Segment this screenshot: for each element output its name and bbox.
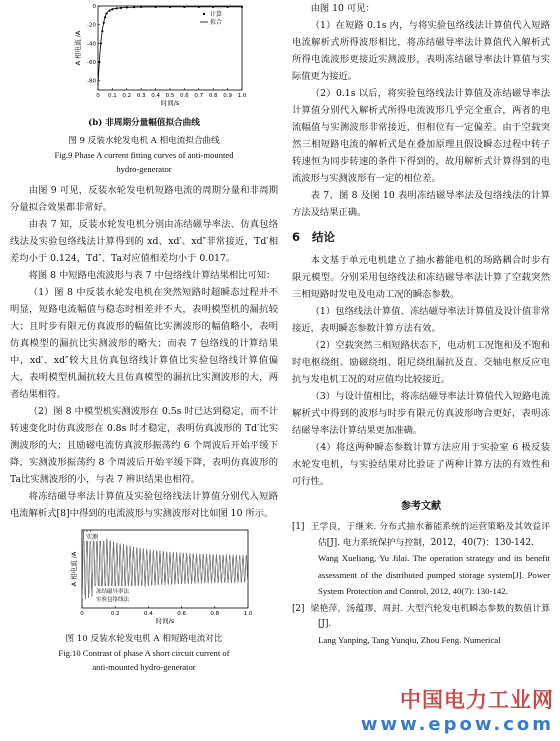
watermark [361,684,554,735]
paragraph: （3）与设计值相比，将冻结磁导率法计算值代入短路电流解析式中得到的波形与时步有限元仿真波形吻合更好，表明冻结磁导率法计算结果更加准确。 [292,391,550,436]
annotation-envelope: 实验包络线法 [96,597,130,603]
x-tick-label: 0.5 [165,93,175,99]
references-heading: 参考文献 [401,501,441,512]
left-column [10,0,278,674]
y-tick-label: 0 [92,4,96,10]
data-point-calc [98,61,100,63]
data-point-calc [241,6,243,8]
data-point-calc [103,22,105,24]
legend-marker-calc [203,13,205,15]
paragraph: 本文基于单元电机建立了抽水蓄能电机的场路耦合时步有限元模型。分别采用包络线法和冻结磁导率法计算了空载突然三相短路时发电及电动工况的瞬态参数。 [292,255,550,300]
legend-label-calc: 计算 [210,11,223,18]
section-title: 结论 [312,230,336,244]
annotation-measured: 实测 [86,534,99,541]
fig9-caption-cn: 图 9 反装水轮发电机 A 相电流拟合曲线 [68,136,220,146]
reference-cn: 王学良，于继来. 分布式抽水蓄能系统的运营策略及其效益评估[J]. 电力系统保护与控制，2012，40(7)：130-142. [310,522,550,548]
legend-label-fit: 拟合 [210,19,223,26]
data-point-calc [198,6,200,8]
data-point-calc [120,7,122,9]
y-axis-label: A 相电流 /A [74,30,82,66]
paragraph: 由图 9 可见，反装水轮发电机短路电流的周期分量和非周期分量拟合效果都非常好。 [10,185,278,213]
paragraph: 表 7、图 8 及图 10 表明冻结磁导率法及包络线法的计算方法及结果正确。 [292,190,550,218]
y-axis-label: A 相电流 /A [70,551,78,587]
fig9-caption-en-2: hydro-generator [116,164,172,174]
reference-item [292,520,550,601]
data-point-calc [183,6,185,8]
fig10-caption-en-2: anti-mounted hydro-generator [92,662,196,672]
data-point-calc [155,6,157,8]
annotation-frozen: 冻结磁导率法 [96,589,130,595]
fig10-caption-cn: 图 10 反装水轮发电机 A 相短路电流对比 [65,634,223,644]
x-tick-label: 0 [80,611,84,617]
figure-9 [10,0,278,176]
reference-number: [2] [292,603,305,614]
x-tick-label: 0.9 [223,93,232,99]
y-tick-label: -20 [87,22,96,29]
fig10-caption-en-1: Fig.10 Contrast of phase A short circuit current of [58,648,230,658]
figure-10 [10,526,278,674]
paragraph: 由表 7 知，反装水轮发电机分别由冻结磁导率法、仿真包络线法及实验包络线法计算得到的 xd、xd′、xd″非常接近，Td′相差均小于 0.124，Td″、Ta对应值相差均小于 0.017。 [10,219,278,264]
y-tick-label: -40 [87,41,96,48]
x-tick-label: 0.1 [108,93,117,99]
data-point-calc [108,10,110,12]
x-axis-label: 时间/s [155,617,175,625]
x-tick-label: 0.4 [151,93,160,99]
data-point-calc [227,6,229,8]
data-point-calc [111,8,113,10]
x-tick-label: 1.0 [243,611,253,617]
data-point-calc [212,6,214,8]
section-number: 6 [292,230,301,244]
paragraph: （2）图 8 中模型机实测波形在 0.5s 时已达到稳定，而不计转速变化时仿真波形在 0.8s 时才稳定，表明仿真波形的 Td′比实测波形的大；且励磁电流仿真波形振荡约 6 个周波后开始平缓下降，实测波形振荡约 8 个周波后开始平缓下降，表明仿真波形的 Ta比实测波形的小，与表 7 辨识结果也相符。 [10,406,278,485]
data-point-calc [106,12,108,14]
x-tick-label: 0.3 [136,93,146,99]
reference-number: [1] [292,522,305,532]
y-tick-label: -80 [87,78,96,85]
fig10-chart [10,526,278,626]
section-heading [292,229,550,246]
x-tick-label: 1.0 [237,93,247,99]
x-tick-label: 0.8 [208,93,218,99]
data-point-calc [169,6,171,8]
paragraph: （1）在短路 0.1s 内，与将实验包络线法计算值代入短路电流解析式所得波形相比，将冻结磁导率法计算值代入解析式所得电流波形更接近实测波形，表明冻结磁导率法计算值与实际值更为接近。 [292,20,550,82]
data-point-calc [116,7,118,9]
paragraph: 由图 10 可见： [310,3,375,14]
fig9-caption-en-1: Fig.9 Phase A current fitting curves of anti-mounted [54,150,234,160]
x-tick-label: 0.2 [122,93,132,99]
watermark-url: www.epow.com [360,714,554,735]
reference-item [292,602,550,650]
x-tick-label: 0.8 [210,611,220,617]
paragraph: 将冻结磁导率法计算值及实验包络线法计算值分别代入短路电流解析式[8]中得到的电流波形与实测波形对比如图 10 所示。 [10,491,278,519]
data-point-calc [104,16,106,18]
paragraph: 将图 8 中短路电流波形与表 7 中包络线计算结果相比可知： [28,270,276,281]
y-tick-label: -60 [87,60,96,66]
data-point-calc [140,6,142,8]
paragraph: （1）包络线法计算值、冻结磁导率法计算值及设计值非常接近，表明瞬态参数计算方法有效。 [292,306,550,334]
reference-en: Wang Xueliang, Yu Jilai. The operation strategy and its benefit assessment of the distributed pumped storage system[J]. Power System Protection and Control, 2012, 40(7): 130-142. [318,553,550,596]
paragraph: （2）0.1s 以后，将实验包络线法计算值及冻结磁导率法计算值分别代入解析式所得电流波形几乎完全重合，两者的电流幅值与实测波形非常接近，但相位有一定偏差。由于空载突然三相短路电流的解析式是在叠加原理且假设瞬态过程中转子转速恒为同步转速的条件下得到的，故用解析式计算得到的电流波形与实测波形有一定的相位差。 [292,88,550,184]
x-tick-label: 0.6 [180,93,189,99]
data-point-calc [100,42,102,44]
reference-cn: 梁艳萍，汤蕴璆，周封. 大型汽轮发电机瞬态参数的数值计算[J]. [310,603,550,629]
x-axis-label: 时间/s [160,99,180,107]
data-point-calc [101,30,103,32]
x-tick-label: 0.6 [177,611,186,617]
x-tick-label: 0.4 [144,611,153,617]
right-column [292,0,550,650]
x-tick-label: 0 [96,93,100,99]
watermark-cn: 中国电力工业网 [400,688,554,712]
reference-en: Lang Yanping, Tang Yunqiu, Zhou Feng. Numerical [318,634,501,645]
paragraph: （4）将这两种瞬态参数计算方法应用于实验室 6 极反装水轮发电机，与实验结果对比验证了两种计算方法的有效性和可行性。 [292,442,550,487]
x-tick-label: 0.7 [194,93,204,99]
paragraph: （1）图 8 中反装水轮发电机在突然短路时超瞬态过程并不明显，短路电流幅值与稳态时相差并不大，表明模型机的漏抗较大；且时步有限元仿真波形的幅值比实测波形的幅值略小，表明仿真模型的漏抗比实测波形的略大；而表 7 包络线的计算结果中，xd′、xd″较大且仿真包络线计算值比实验包络线计算值偏大，表明模型机漏抗较大且仿真模型的漏抗比实测波形的大，两者结果相符。 [10,287,278,400]
data-point-calc [126,6,128,8]
fig9-subcaption: (b) 非周期分量幅值拟合曲线 [88,118,200,128]
paragraph: （2）空载突然三相短路状态下，电动机工况饱和及不饱和时电枢绕组、励磁绕组、阻尼绕组漏抗及直、交轴电枢反应电抗与发电机工况的对应值均比较接近。 [292,340,550,385]
data-point-calc [133,6,135,8]
fig9-chart [10,0,278,110]
x-tick-label: 0.2 [110,611,120,617]
